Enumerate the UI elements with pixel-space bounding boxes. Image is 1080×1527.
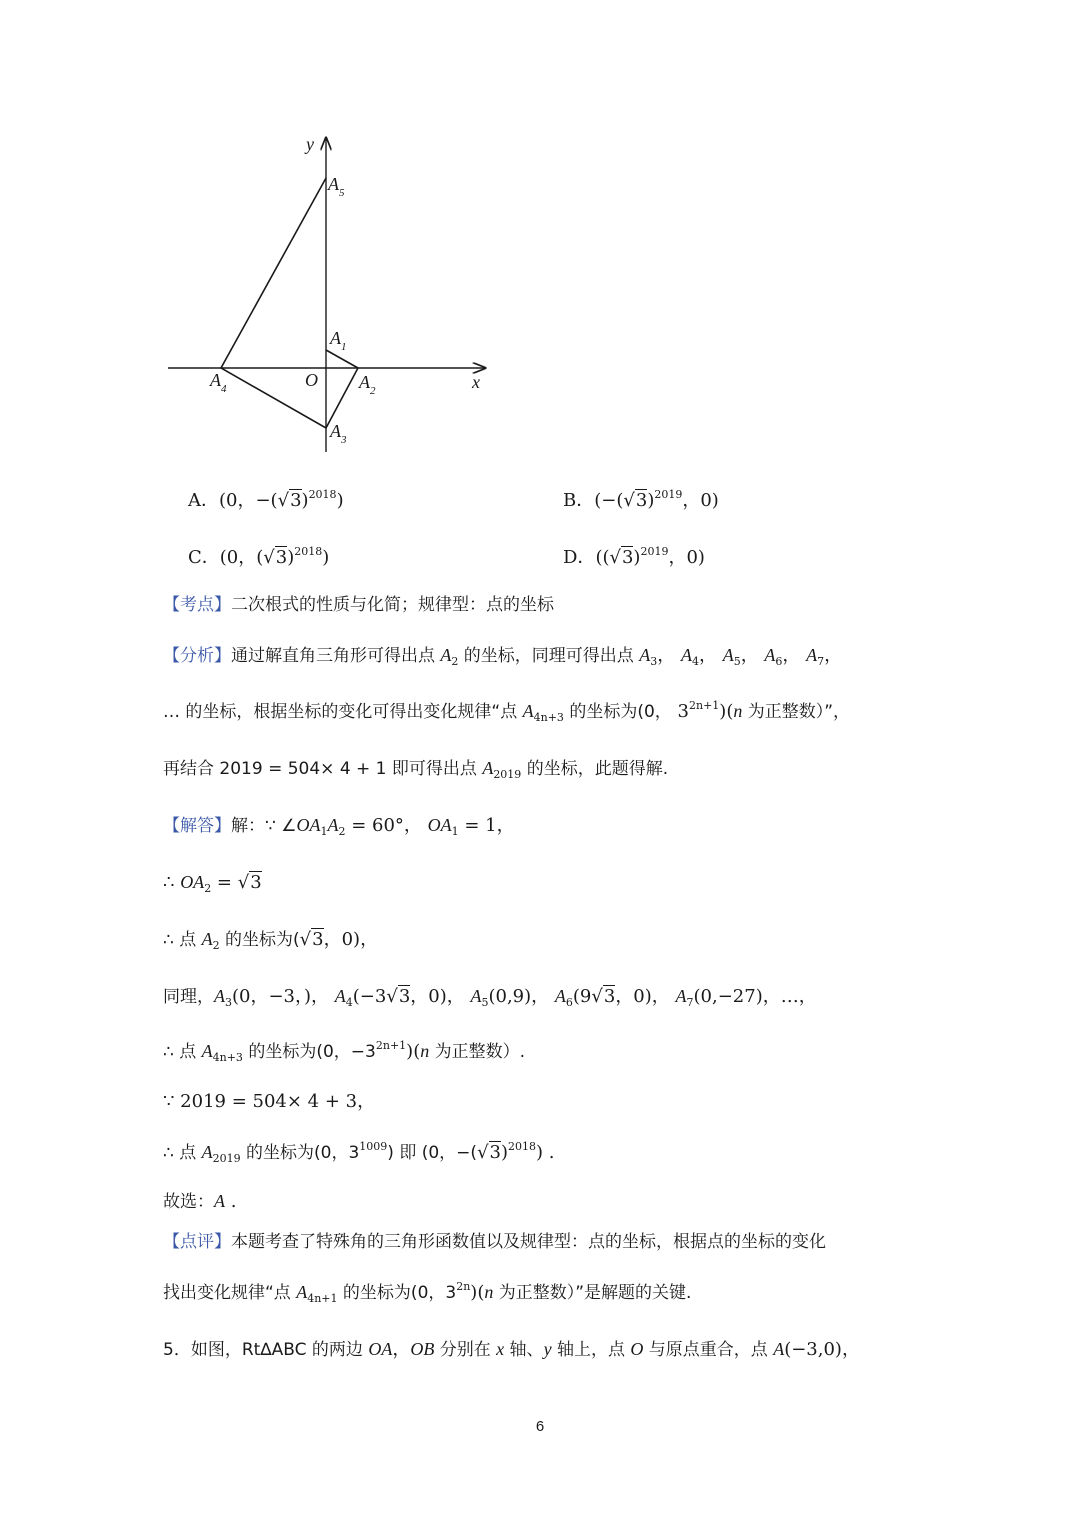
coordinate-figure xyxy=(160,130,500,460)
dianping-line-2: 找出变化规律“点 $A_{4n+1}$ 的坐标为(0，$3^{2n})(n$ 为正整数）”是解题的关键. xyxy=(163,1280,692,1305)
x-axis-label: x xyxy=(472,372,480,392)
jieda-line-1: 【解答】解：∵ $\angle OA_1A_2 = 60^\circ$， $OA_1 = 1$， xyxy=(163,815,515,838)
point-label-a1: $A_1$ xyxy=(330,328,347,353)
option-a: A．(0，$-(√3)^{2018}$) xyxy=(188,488,344,511)
fenxi-tag: 【分析】 xyxy=(163,646,231,666)
point-label-a5: $A_5$ xyxy=(328,174,345,199)
point-label-a3: $A_3$ xyxy=(330,421,347,446)
option-d: D．($(√3)^{2019}$，0) xyxy=(563,545,705,568)
fenxi-line-3: 再结合 2019 = 504× 4 + 1 即可得出点 $A_{2019}$ 的坐标，此题得解. xyxy=(163,758,669,781)
jieda-line-2: ∴ $OA_2 = √3$ xyxy=(163,872,262,895)
jieda-tag: 【解答】 xyxy=(163,816,231,836)
dianping-tag: 【点评】 xyxy=(163,1232,231,1252)
page-number: 6 xyxy=(535,1418,545,1435)
spiral-path xyxy=(221,178,358,428)
jieda-line-7: ∴ 点 $A_{2019}$ 的坐标为(0，$3^{1009}$) 即 (0，$-(√3)^{2018}$) . xyxy=(163,1140,555,1165)
figure-svg xyxy=(160,130,500,460)
jieda-line-4: 同理，$A_3(0$，−3，)， $A_4(-3√3$，0)， $A_5(0,9)$， $A_6(9√3$，0)， $A_7(0,-27)$，…， xyxy=(163,986,817,1009)
jieda-line-6: ∵ 2019 = 504× 4 + 3， xyxy=(163,1091,376,1112)
fenxi-line-1: 【分析】通过解直角三角形可得出点 $A_2$ 的坐标，同理可得出点 $A_3$， $A_4$， $A_5$， $A_6$， $A_7$， xyxy=(163,645,843,668)
jieda-line-5: ∴ 点 $A_{4n+3}$ 的坐标为(0，$-3^{2n+1})(n$ 为正整数）. xyxy=(163,1039,526,1064)
kaodian-line: 【考点】二次根式的性质与化简；规律型：点的坐标 xyxy=(163,595,554,615)
kaodian-tag: 【考点】 xyxy=(163,595,231,615)
origin-label: O xyxy=(305,370,318,390)
point-label-a2: $A_2$ xyxy=(359,372,376,397)
dianping-line-1: 【点评】本题考查了特殊角的三角形函数值以及规律型：点的坐标，根据点的坐标的变化 xyxy=(163,1232,826,1252)
y-axis-label: y xyxy=(306,134,314,154)
option-c: C．(0，$(√3)^{2018}$) xyxy=(188,545,330,568)
option-b: B．($-(√3)^{2019}$，0) xyxy=(563,488,719,511)
jieda-line-3: ∴ 点 $A_2$ 的坐标为(√3，0)， xyxy=(163,929,379,952)
point-label-a4: $A_4$ xyxy=(210,370,227,395)
jieda-line-8: 故选：A . xyxy=(163,1191,237,1212)
question-5: 5．如图，Rt∆ABC 的两边 OA，OB 分别在 x 轴、y 轴上，点 O 与原点重合，点 A(−3,0)， xyxy=(163,1339,860,1360)
fenxi-line-2: … 的坐标，根据坐标的变化可得出变化规律“点 $A_{4n+3}$ 的坐标为(0， $3^{2n+1})(n$ 为正整数）”， xyxy=(163,699,851,724)
